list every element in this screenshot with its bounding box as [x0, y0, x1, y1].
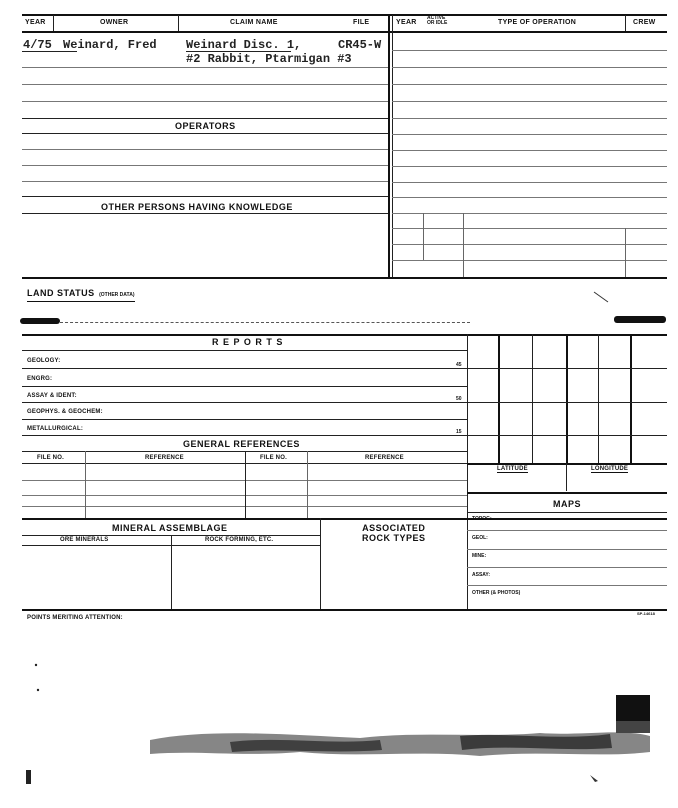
form-code: SP-14618 — [637, 611, 655, 616]
points-meriting-heading: POINTS MERITING ATTENTION: — [27, 615, 123, 621]
report-geology-label: GEOLOGY: — [27, 358, 61, 364]
report-geophys-label: GEOPHYS. & GEOCHEM: — [27, 409, 103, 415]
report-geology-num: 45 — [456, 362, 462, 368]
report-metallurgical-num: 15 — [456, 429, 462, 435]
operators-heading: OPERATORS — [175, 121, 236, 131]
map-assay-label: ASSAY: — [472, 572, 491, 578]
header-owner: OWNER — [100, 19, 129, 26]
associated-rock-types-heading: ASSOCIATED ROCK TYPES — [362, 523, 426, 543]
header-crew: CREW — [633, 19, 656, 26]
map-other-label: OTHER (& PHOTOS) — [472, 590, 521, 596]
ref-col-reference-1: REFERENCE — [145, 455, 184, 461]
mineral-assemblage-heading: MINERAL ASSEMBLAGE — [112, 523, 228, 533]
header-year: YEAR — [25, 19, 46, 26]
land-status-heading: LAND STATUS (OTHER DATA) — [27, 283, 135, 302]
maps-heading: MAPS — [553, 499, 582, 509]
ore-minerals-label: ORE MINERALS — [60, 537, 109, 543]
entry-owner: Weinard, Fred — [63, 38, 157, 52]
header-type-of-operation: TYPE OF OPERATION — [498, 19, 577, 26]
header-claim-name: CLAIM NAME — [230, 19, 278, 26]
entry-claim-line-2: #2 Rabbit, Ptarmigan #3 — [186, 52, 352, 66]
rock-forming-label: ROCK FORMING, ETC. — [205, 537, 274, 543]
latitude-label: LATITUDE — [497, 466, 528, 472]
reports-heading: R E P O R T S — [212, 337, 284, 347]
report-assay-num: 50 — [456, 396, 462, 402]
map-mine-label: MINE: — [472, 553, 487, 559]
header-file: FILE — [353, 19, 370, 26]
general-references-heading: GENERAL REFERENCES — [183, 439, 300, 449]
entry-claim-line-1: Weinard Disc. 1, — [186, 38, 302, 52]
map-topog-label: TOPOG: — [472, 516, 492, 522]
entry-year: 4/75 — [23, 38, 52, 52]
report-metallurgical-label: METALLURGICAL: — [27, 426, 84, 432]
report-engrg-label: ENGRG: — [27, 376, 53, 382]
entry-file: CR45-W — [338, 38, 382, 52]
longitude-label: LONGITUDE — [591, 466, 629, 472]
ref-col-file-no-1: FILE NO. — [37, 455, 64, 461]
header-active-idle: ACTIVE OR IDLE — [427, 15, 448, 26]
map-geol-label: GEOL: — [472, 535, 488, 541]
report-assay-label: ASSAY & IDENT: — [27, 393, 77, 399]
header-year-2: YEAR — [396, 19, 417, 26]
other-persons-heading: OTHER PERSONS HAVING KNOWLEDGE — [101, 202, 293, 212]
ref-col-reference-2: REFERENCE — [365, 455, 404, 461]
ref-col-file-no-2: FILE NO. — [260, 455, 287, 461]
